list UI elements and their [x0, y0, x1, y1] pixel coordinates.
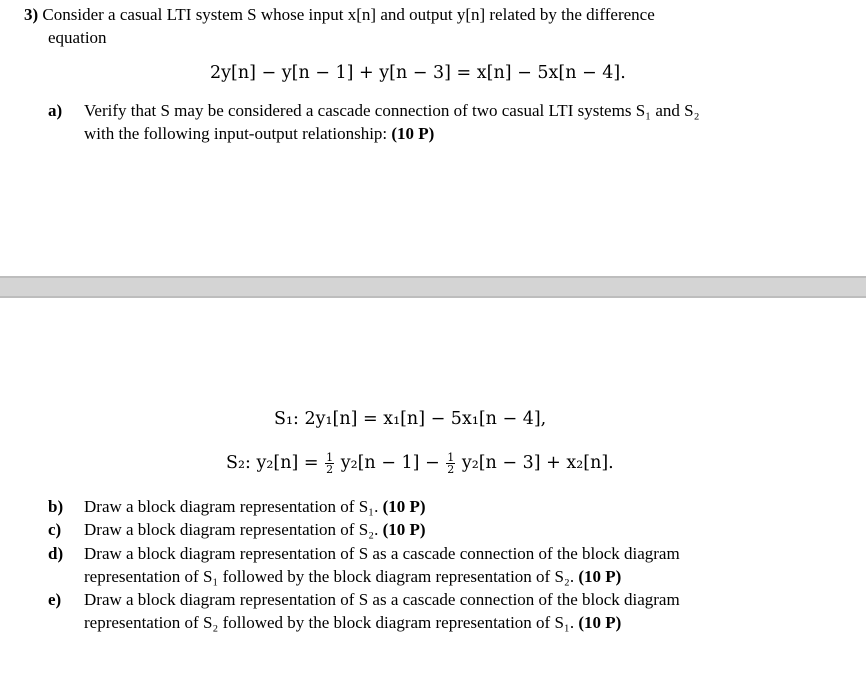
- part-d-line1: Draw a block diagram representation of S as a cascade connection of the block diagram: [84, 544, 680, 563]
- part-a-text: with the following input-output relationship:: [84, 124, 388, 143]
- part-b-label: b): [48, 497, 64, 516]
- part-d-points: (10 P): [578, 567, 622, 586]
- question-3: [24, 4, 844, 26]
- difference-equation: 2y[n] − y[n − 1] + y[n − 3] = x[n] − 5x[n − 4].: [210, 63, 626, 83]
- s2-term2: y₂[n − 3] + x₂[n].: [461, 453, 614, 473]
- question-intro-line1: Consider a casual LTI system S whose input x[n] and output y[n] related by the difference: [42, 5, 655, 24]
- part-a-points: (10 P): [391, 124, 435, 143]
- part-c-points: (10 P): [382, 520, 426, 539]
- part-e-line2: representation of S₂ followed by the block diagram representation of S₁. (10 P): [84, 613, 622, 632]
- question-number: 3): [24, 5, 39, 24]
- fraction-half-2: $\frac{1}{2}$: [447, 451, 455, 476]
- part-e-line1: Draw a block diagram representation of S as a cascade connection of the block diagram: [84, 590, 680, 609]
- part-d-label: d): [48, 544, 64, 563]
- part-b-line1: Draw a block diagram representation of S₁. (10 P): [84, 497, 426, 516]
- s1-equation: S₁: 2y₁[n] = x₁[n] − 5x₁[n − 4],: [274, 409, 547, 429]
- part-e-label: e): [48, 590, 62, 609]
- part-d-line2: representation of S₁ followed by the block diagram representation of S₂. (10 P): [84, 567, 622, 586]
- part-a-line1: Verify that S may be considered a cascade connection of two casual LTI systems S₁ and S₂: [84, 101, 700, 120]
- part-b-points: (10 P): [382, 497, 426, 516]
- s2-prefix: S₂: y₂[n] =: [226, 453, 319, 473]
- fraction-half-1: $\frac{1}{2}$: [326, 451, 334, 476]
- page-break: [0, 276, 866, 298]
- part-c-line1: Draw a block diagram representation of S₂. (10 P): [84, 520, 426, 539]
- part-e-points: (10 P): [578, 613, 622, 632]
- part-c-label: c): [48, 520, 62, 539]
- question-intro-line2: equation: [48, 28, 107, 47]
- part-a-label: a): [48, 101, 63, 120]
- s2-term1: y₂[n − 1] −: [340, 453, 440, 473]
- s2-equation: [226, 452, 614, 475]
- part-a-line2: [84, 123, 434, 145]
